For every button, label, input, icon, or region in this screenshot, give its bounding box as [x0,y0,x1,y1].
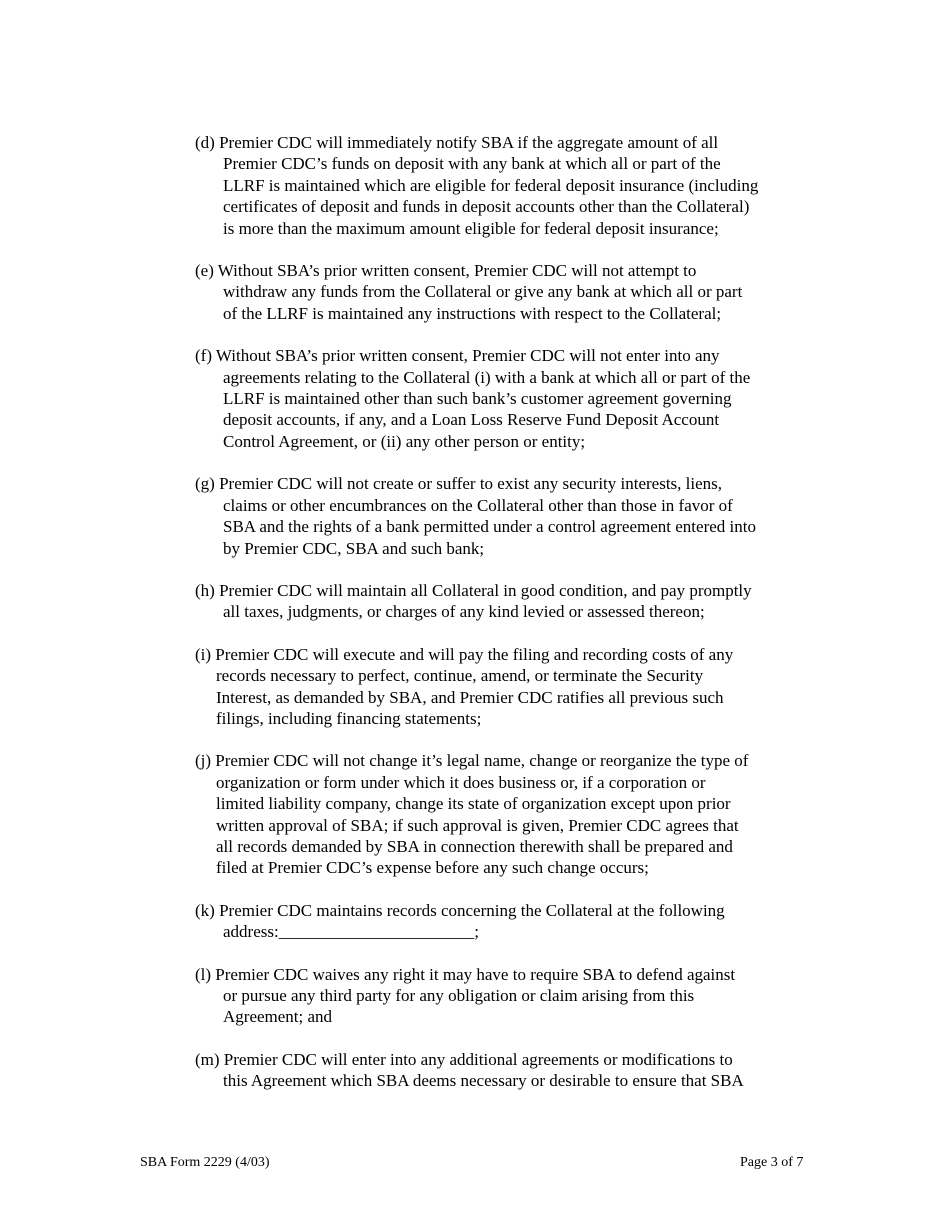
clause-i-line-1: (i) Premier CDC will execute and will pay the filing and recording costs of any [195,644,734,664]
clause-j-line-4: written approval of SBA; if such approval is given, Premier CDC agrees that [216,815,739,835]
clause-g-line-4: by Premier CDC, SBA and such bank; [223,538,485,558]
clause-e-line-2: withdraw any funds from the Collateral or give any bank at which all or part [223,282,743,302]
clause-f-line-4: deposit accounts, if any, and a Loan Loss Reserve Fund Deposit Account [223,410,720,430]
clause-l-line-3: Agreement; and [223,1007,333,1027]
clause-d-line-2: Premier CDC’s funds on deposit with any bank at which all or part of the [223,154,721,174]
clause-m-line-1: (m) Premier CDC will enter into any additional agreements or modifications to [195,1049,733,1069]
clause-j-line-2: organization or form under which it does business or, if a corporation or [216,772,706,792]
clause-h [195,580,815,623]
clause-j-line-5: all records demanded by SBA in connection therewith shall be prepared and [216,836,733,856]
page-number-footer: Page 3 of 7 [740,1155,804,1170]
clause-i-line-2: records necessary to perfect, continue, amend, or terminate the Security [216,666,704,686]
clause-l-line-1: (l) Premier CDC waives any right it may have to require SBA to defend against [195,964,736,984]
clause-h-line-1: (h) Premier CDC will maintain all Collateral in good condition, and pay promptly [195,580,752,600]
clause-g-line-2: claims or other encumbrances on the Collateral other than those in favor of [223,495,733,515]
clause-m [195,1049,815,1092]
clause-d-line-1: (d) Premier CDC will immediately notify SBA if the aggregate amount of all [195,133,719,152]
clause-d-line-3: LLRF is maintained which are eligible for federal deposit insurance (including [223,175,759,195]
clause-g-line-3: SBA and the rights of a bank permitted under a control agreement entered into [223,517,756,537]
clause-d-line-4: certificates of deposit and funds in deposit accounts other than the Collateral) [223,197,750,217]
clause-f-line-2: agreements relating to the Collateral (i) with a bank at which all or part of the [223,367,751,387]
clause-g [195,473,815,559]
clause-f-line-3: LLRF is maintained other than such bank’s customer agreement governing [223,389,732,409]
form-number-footer: SBA Form 2229 (4/03) [140,1155,270,1170]
clause-i-line-4: filings, including financing statements; [216,708,482,728]
clause-k-address-blank: address:_______________________; [223,922,479,942]
clause-f [195,345,815,452]
clause-m-line-2: this Agreement which SBA deems necessary or desirable to ensure that SBA [223,1071,744,1091]
clause-k [195,900,815,943]
clause-k-line-1: (k) Premier CDC maintains records concerning the Collateral at the following [195,900,725,920]
clause-j-line-1: (j) Premier CDC will not change it’s legal name, change or reorganize the type of [195,751,749,771]
clause-l [195,964,815,1028]
clause-e-line-1: (e) Without SBA’s prior written consent, Premier CDC will not attempt to [195,261,697,281]
clause-j-line-6: filed at Premier CDC’s expense before any such change occurs; [216,858,649,878]
clause-h-line-2: all taxes, judgments, or charges of any kind levied or assessed thereon; [223,602,705,622]
clause-d-line-5: is more than the maximum amount eligible for federal deposit insurance; [223,218,719,238]
clause-j [195,750,815,878]
clause-f-line-5: Control Agreement, or (ii) any other person or entity; [223,431,586,451]
clause-j-line-3: limited liability company, change its state of organization except upon prior [216,794,731,814]
clause-l-line-2: or pursue any third party for any obligation or claim arising from this [223,986,695,1005]
clause-list [195,132,815,1113]
clause-d [195,132,815,239]
clause-i [195,644,815,730]
clause-g-line-1: (g) Premier CDC will not create or suffer to exist any security interests, liens, [195,474,723,494]
clause-f-line-1: (f) Without SBA’s prior written consent, Premier CDC will not enter into any [195,346,720,366]
clause-i-line-3: Interest, as demanded by SBA, and Premier CDC ratifies all previous such [216,687,724,707]
clause-e [195,260,815,324]
clause-e-line-3: of the LLRF is maintained any instructions with respect to the Collateral; [223,303,722,323]
